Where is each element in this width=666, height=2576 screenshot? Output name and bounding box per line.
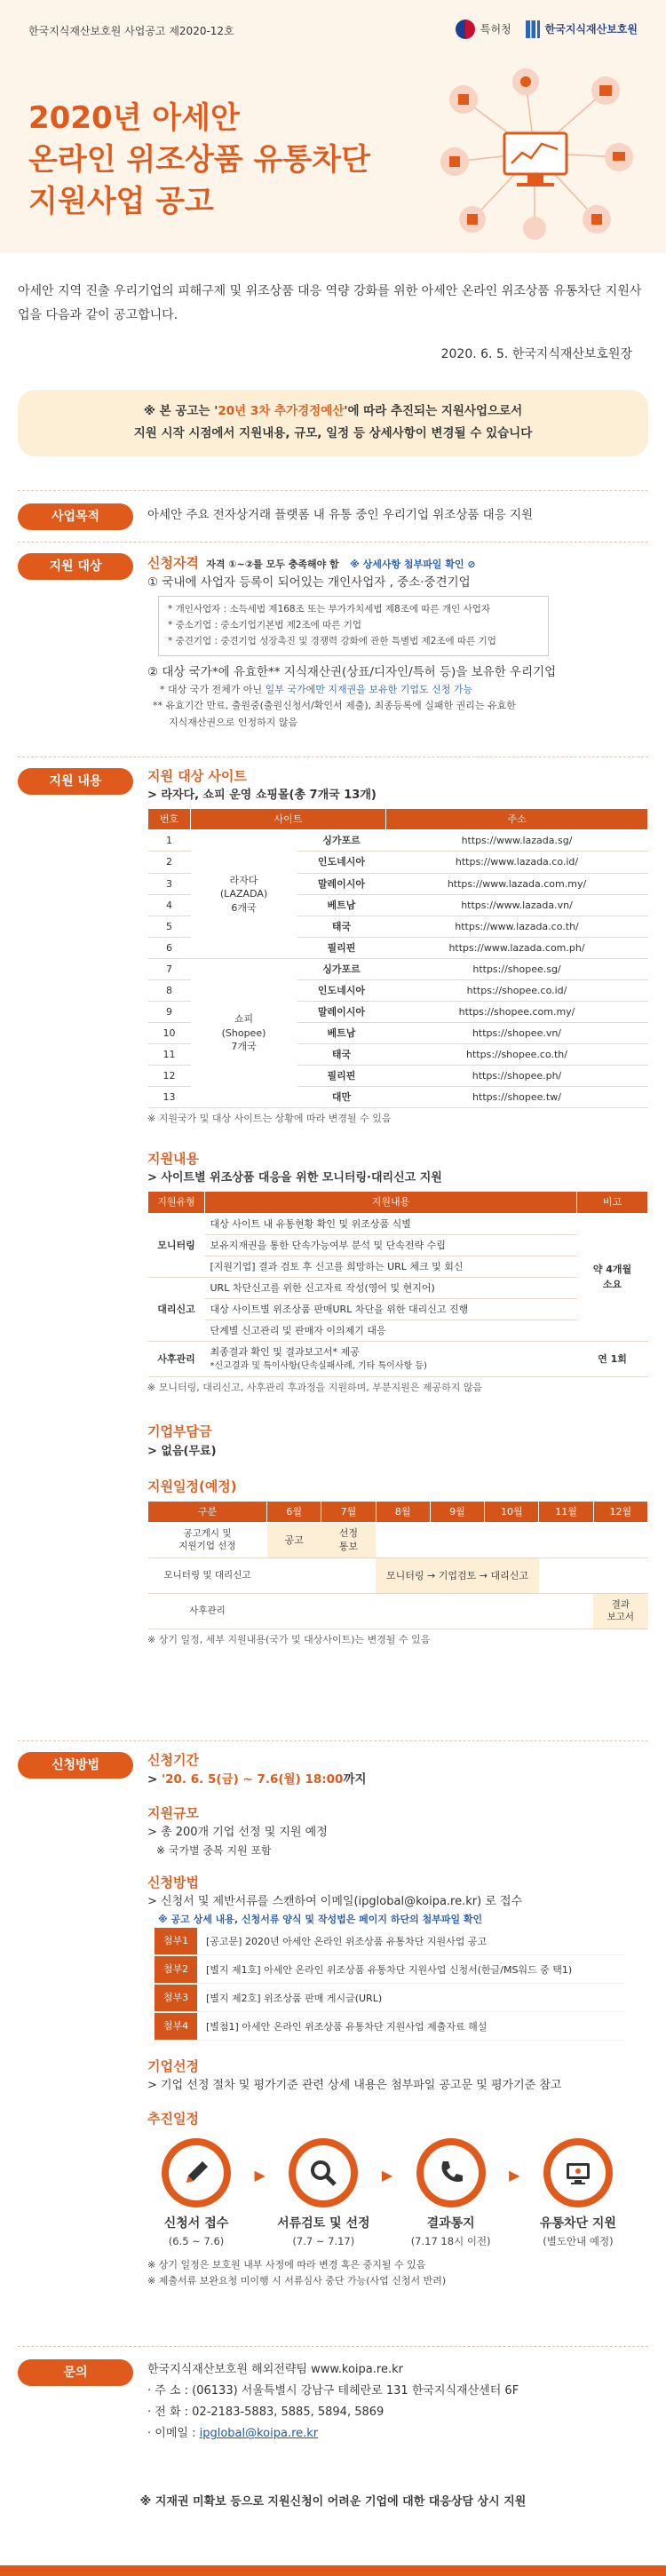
content-label: 지원 내용 [18, 768, 133, 795]
table-row [148, 958, 648, 979]
support-row: 보유지재권을 통한 단속가능여부 분석 및 단속전략 수립 [205, 1234, 577, 1256]
hero-header [0, 0, 666, 253]
process-steps [147, 2138, 627, 2250]
site-no: 1 [148, 830, 191, 852]
site-url-link[interactable]: https://www.lazada.co.id/ [386, 852, 648, 873]
type-report: 대리신고 [148, 1277, 205, 1341]
site-country: 태국 [297, 1043, 386, 1065]
site-no: 8 [148, 979, 191, 1001]
site-no: 5 [148, 915, 191, 937]
table-row [148, 1298, 648, 1320]
contact-line1: 한국지식재산보호원 해외전략팀 www.koipa.re.kr [147, 2363, 403, 2376]
method-text: > 신청서 및 제반서류를 스캔하여 이메일(ipglobal@koipa.re.kr) 로 접수 [147, 1895, 523, 1909]
notice-pre: ※ 본 공고는 ' [143, 403, 218, 418]
purpose-label: 사업목적 [18, 503, 133, 530]
site-url-link[interactable]: https://shopee.co.id/ [386, 979, 648, 1001]
table-row [148, 1523, 648, 1558]
select-text: > 기업 선정 절차 및 평가기준 관련 상세 내용은 첨부파일 공고문 및 평가기준 참고 [147, 2078, 562, 2092]
site-country: 베트남 [297, 894, 386, 915]
sched-col: 10월 [485, 1502, 539, 1523]
target-head: 신청자격 [147, 555, 199, 571]
koipa-logo [526, 20, 638, 38]
target-box [158, 596, 549, 656]
sites-col-site: 사이트 [191, 809, 386, 830]
notice-post: '에 따라 추진되는 지원사업으로서 [344, 403, 523, 418]
notice-line2: 지원 시작 시점에서 지원내용, 규모, 일정 등 상세사항이 변경될 수 있습니다 [133, 426, 533, 441]
sites-table [147, 808, 648, 1108]
kipo-logo-text: 특허청 [480, 22, 511, 36]
table-row [148, 1256, 648, 1277]
table-row [148, 1341, 648, 1377]
site-no: 6 [148, 937, 191, 958]
sched-col: 12월 [593, 1502, 647, 1523]
contact-line2: · 주 소 : (06133) 서울특별시 강남구 테헤란로 131 한국지식재산센터 6F [147, 2384, 519, 2398]
sched-col: 6월 [267, 1502, 321, 1523]
step-review [274, 2138, 372, 2250]
lazada-group: 라자다 (LAZADA) 6개국 [191, 830, 297, 958]
process-head: 추진일정 [147, 2110, 199, 2127]
method-head: 신청방법 [147, 1875, 199, 1891]
sched-cell-jun: 공고 [267, 1523, 321, 1558]
table-row [148, 1234, 648, 1256]
contact-email-link[interactable]: ipglobal@koipa.re.kr [199, 2427, 319, 2441]
site-url-link[interactable]: https://shopee.tw/ [386, 1087, 648, 1108]
site-url-link[interactable]: https://shopee.co.th/ [386, 1043, 648, 1065]
computer-icon [563, 2158, 593, 2188]
site-no: 12 [148, 1065, 191, 1086]
method-note: ※ 공고 상세 내용, 신청서류 양식 및 작성법은 페이지 하단의 첨부파일 확인 [158, 1913, 483, 1925]
site-country: 인도네시아 [297, 979, 386, 1001]
remark-2: 연 1회 [577, 1341, 648, 1377]
manage-line1: 최종결과 확인 및 결과보고서* 제공 [210, 1345, 360, 1358]
page-title [28, 98, 370, 223]
intro-text: 아세안 지역 진출 우리기업의 피해구제 및 위조상품 대응 역량 강화를 위한 아세안 온라인 위조상품 유통차단 지원사업을 다음과 같이 공고합니다. [18, 284, 642, 322]
cost-text: > 없음(무료) [147, 1444, 217, 1458]
footer-note: ※ 지재권 미확보 등으로 지원신청이 어려운 기업에 대한 대응상담 상시 지원 [139, 2495, 527, 2509]
table-row [148, 1277, 648, 1298]
target-box-line: * 중소기업 : 중소기업기본법 제2조에 따른 기업 [168, 620, 362, 631]
table-row [148, 830, 648, 852]
site-url-link[interactable]: https://shopee.ph/ [386, 1065, 648, 1086]
target-note1-pre: * 대상 국가 전체가 아닌 [160, 683, 266, 695]
step-support [529, 2138, 627, 2250]
sched-note: ※ 상기 일정, 세부 지원내용(국가 및 대상사이트)는 변경될 수 있음 [147, 1634, 431, 1646]
period-highlight: '20. 6. 5(금) ~ 7.6(월) 18:00 [162, 1772, 344, 1787]
arrow-icon: ▶ [254, 2167, 266, 2184]
step-notify [402, 2138, 500, 2250]
step-title: 결과통지 [426, 2216, 475, 2231]
site-url-link[interactable]: https://www.lazada.vn/ [386, 894, 648, 915]
site-url-link[interactable]: https://www.lazada.co.th/ [386, 915, 648, 937]
sched-col: 7월 [321, 1502, 376, 1523]
target-head-sub: 자격 ①~②를 모두 충족해야 함 [206, 559, 339, 570]
target-item-2: ② 대상 국가*에 유효한** 지식재산권(상표/디자인/특허 등)을 보유한 우리기업 [147, 664, 557, 679]
attachment-title: [별첨1] 아세안 온라인 위조상품 유통차단 지원사업 제출자료 해설 [206, 2020, 488, 2033]
sites-head: 지원 대상 사이트 [147, 768, 247, 784]
table-row [148, 1594, 648, 1629]
title-line-3: 지원사업 공고 [28, 183, 214, 219]
attachment-title: [별지 제1호] 아세안 온라인 위조상품 유통차단 지원사업 신청서(한글/MS워드 중 택1) [206, 1963, 573, 1976]
network-illustration-icon [428, 64, 641, 242]
sched-cell-dec: 결과 보고서 [593, 1594, 647, 1629]
intro-section [0, 253, 666, 367]
contact-section [18, 2346, 648, 2479]
attachment-item[interactable] [155, 1986, 625, 2012]
kipo-logo [456, 20, 511, 39]
site-no: 11 [148, 1043, 191, 1065]
type-monitoring: 모니터링 [148, 1213, 205, 1277]
manage-line2: *신고결과 및 특이사항(단속실패사례, 기타 특이사항 등) [210, 1361, 427, 1372]
koipa-logo-text: 한국지식재산보호원 [544, 22, 638, 36]
sites-col-no: 번호 [148, 809, 191, 830]
site-url-link[interactable]: https://shopee.com.my/ [386, 1001, 648, 1022]
attachment-list [155, 1929, 625, 2041]
sites-sub: > 라자다, 쇼피 운영 쇼핑몰(총 7개국 13개) [147, 789, 377, 803]
schedule-table [147, 1501, 648, 1629]
support-head: 지원내용 [147, 1151, 199, 1168]
sched-cell-jul: 선정 통보 [321, 1523, 376, 1558]
title-line-2: 온라인 위조상품 유통차단 [28, 141, 370, 178]
sched-col: 8월 [376, 1502, 430, 1523]
target-section [18, 542, 648, 755]
site-country: 필리핀 [297, 1065, 386, 1086]
support-row: 단계별 신고관리 및 판매자 이의제기 대응 [205, 1320, 577, 1341]
site-country: 베트남 [297, 1022, 386, 1043]
type-manage: 사후관리 [148, 1341, 205, 1377]
sites-note: ※ 지원국가 및 대상 사이트는 상황에 따라 변경될 수 있음 [147, 1113, 392, 1125]
support-row: 대상 사이트별 위조상품 판매URL 차단을 위한 대리신고 진행 [205, 1298, 577, 1320]
contact-mail-pre: · 이메일 : [147, 2427, 200, 2441]
attachment-item[interactable] [155, 1957, 625, 1984]
attachment-tag: 첨부1 [155, 1928, 197, 1954]
select-head: 기업선정 [147, 2057, 199, 2074]
site-no: 7 [148, 958, 191, 979]
target-label: 지원 대상 [18, 553, 133, 580]
sched-col: 11월 [539, 1502, 593, 1523]
attachment-tag: 첨부4 [155, 2013, 197, 2040]
site-no: 10 [148, 1022, 191, 1043]
site-url-link[interactable]: https://www.lazada.sg/ [386, 830, 648, 852]
step-title: 서류검토 및 선정 [277, 2216, 370, 2231]
step-date: (6.5 ~ 7.6) [168, 2234, 225, 2247]
site-no: 3 [148, 873, 191, 894]
period-post: 까지 [343, 1772, 367, 1787]
intro-date: 2020. 6. 5. 한국지식재산보호원장 [440, 347, 632, 362]
attachment-item[interactable] [155, 2014, 625, 2041]
target-item2-note3: 지식재산권으로 인정하지 않음 [169, 717, 298, 728]
target-item2-note1 [160, 682, 648, 699]
target-item-1: ① 국내에 사업자 등록이 되어있는 개인사업자 , 중소·중견기업 [147, 575, 471, 590]
step-apply [147, 2138, 245, 2250]
site-url-link[interactable]: https://shopee.vn/ [386, 1022, 648, 1043]
purpose-text: 아세안 주요 전자상거래 플랫폼 내 유통 중인 우리기업 위조상품 대응 지원 [147, 508, 534, 522]
sched-row-label: 모니터링 및 대리신고 [148, 1558, 267, 1594]
site-country: 인도네시아 [297, 852, 386, 873]
target-head-row [147, 553, 648, 574]
scale-text: > 총 200개 기업 선정 및 지원 예정 [147, 1826, 328, 1840]
sched-row-label: 공고게시 및 지원기업 선정 [148, 1523, 267, 1558]
sites-col-url: 주소 [386, 809, 648, 830]
notice-box [18, 390, 648, 456]
manage-cell [205, 1341, 577, 1377]
sched-col: 구분 [148, 1502, 267, 1523]
site-url-link[interactable]: https://shopee.sg/ [386, 958, 648, 979]
support-table [147, 1191, 648, 1377]
notice-number: 한국지식재산보호원 사업공고 제2020-12호 [28, 25, 234, 37]
kipo-emblem-icon [456, 20, 475, 39]
period-pre: > [147, 1772, 163, 1787]
arrow-icon: ▶ [509, 2167, 520, 2184]
target-head-note[interactable]: ※ 상세사항 첨부파일 확인 ⊘ [350, 559, 476, 570]
site-country: 싱가포르 [297, 958, 386, 979]
period-head: 신청기간 [147, 1752, 199, 1768]
support-row: URL 차단신고를 위한 신고자료 작성(영어 및 현지어) [205, 1277, 577, 1298]
site-country: 태국 [297, 915, 386, 937]
attachment-tag: 첨부2 [155, 1956, 197, 1983]
site-url-link[interactable]: https://www.lazada.com.ph/ [386, 937, 648, 958]
site-no: 9 [148, 1001, 191, 1022]
site-url-link[interactable]: https://www.lazada.com.my/ [386, 873, 648, 894]
support-sub: > 사이트별 위조상품 대응을 위한 모니터링·대리신고 지원 [147, 1171, 442, 1185]
apply-section [18, 1740, 648, 2344]
site-country: 대만 [297, 1087, 386, 1108]
bottom-bar [0, 2565, 666, 2576]
sched-row-label: 사후관리 [148, 1594, 267, 1629]
step-title: 유통차단 지원 [539, 2216, 616, 2231]
step-date: (별도안내 예정) [543, 2234, 614, 2247]
arrow-icon: ▶ [381, 2167, 393, 2184]
period-text [147, 1771, 648, 1789]
attachment-title: [별지 제2호] 위조상품 판매 게시글(URL) [206, 1992, 383, 2004]
contact-label: 문의 [18, 2359, 133, 2386]
attachment-title: [공고문] 2020년 아세안 온라인 위조상품 유통차단 지원사업 공고 [206, 1935, 488, 1947]
site-no: 4 [148, 894, 191, 915]
site-country: 말레이시아 [297, 1001, 386, 1022]
site-country: 필리핀 [297, 937, 386, 958]
sched-col: 9월 [430, 1502, 484, 1523]
remark-1: 약 4개월 소요 [577, 1213, 648, 1341]
step-date: (7.17 18시 이전) [410, 2234, 491, 2247]
attachment-item[interactable] [155, 1929, 625, 1955]
process-note-2: ※ 제출서류 보완요청 미이행 시 서류심사 중단 가능(사업 신청서 반려) [147, 2275, 447, 2287]
support-col-type: 지원유형 [148, 1192, 205, 1213]
target-item2-note2: ** 유효기간 만료, 출원중(출원신청서/확인서 제출), 최종등록에 실패한 권리는 유효한 [153, 700, 516, 712]
koipa-emblem-icon [526, 20, 540, 38]
site-no: 13 [148, 1087, 191, 1108]
contact-line3: · 전 화 : 02-2183-5883, 5885, 5894, 5869 [147, 2406, 385, 2420]
contact-line4 [147, 2423, 648, 2445]
phone-icon [436, 2158, 466, 2188]
support-col-content: 지원내용 [205, 1192, 577, 1213]
process-note-1: ※ 상기 일정은 보호원 내부 사정에 따라 변경 혹은 중지될 수 있음 [147, 2258, 426, 2271]
target-note1-hl: 일부 국가에만 지재권을 보유한 기업도 신청 가능 [265, 683, 473, 695]
table-row [148, 1320, 648, 1341]
apply-label: 신청방법 [18, 1752, 133, 1779]
site-country: 말레이시아 [297, 873, 386, 894]
site-no: 2 [148, 852, 191, 873]
sched-head: 지원일정(예정) [147, 1478, 237, 1494]
support-note: ※ 모니터링, 대리신고, 사후관리 후과정을 지원하며, 부분지원은 제공하지 않음 [147, 1382, 483, 1394]
site-country: 싱가포르 [297, 830, 386, 852]
title-line-1: 2020년 아세안 [28, 100, 240, 136]
target-box-line: * 중견기업 : 중견기업 성장촉진 및 경쟁력 강화에 관한 특별법 제2조에 따른 기업 [168, 635, 496, 646]
attachment-tag: 첨부3 [155, 1985, 197, 2011]
target-box-line: * 개인사업자 : 소득세법 제168조 또는 부가가치세법 제8조에 따른 개인 사업자 [168, 604, 491, 615]
support-row: 대상 사이트 내 유통현황 확인 및 위조상품 식별 [205, 1213, 577, 1234]
magnifier-icon [308, 2158, 338, 2188]
purpose-section [18, 490, 648, 538]
table-row [148, 1213, 648, 1234]
support-col-remark: 비고 [577, 1192, 648, 1213]
content-section [18, 757, 648, 1742]
step-title: 신청서 접수 [163, 2216, 229, 2231]
scale-head: 지원규모 [147, 1805, 199, 1822]
logo-area [456, 20, 638, 39]
shopee-group: 쇼피 (Shopee) 7개국 [191, 958, 297, 1107]
scale-note: ※ 국가별 중복 지원 포함 [156, 1843, 272, 1857]
sched-bar: 모니터링 → 기업검토 → 대리신고 [376, 1558, 539, 1594]
pencil-icon [181, 2158, 211, 2188]
step-date: (7.7 ~ 7.17) [292, 2234, 355, 2247]
cost-head: 기업부담금 [147, 1423, 212, 1440]
notice-highlight: 20년 3차 추가경정예산 [218, 403, 345, 418]
table-row [148, 1558, 648, 1594]
support-row: [지원기업] 결과 검토 후 신고를 희망하는 URL 체크 및 회신 [205, 1256, 577, 1277]
